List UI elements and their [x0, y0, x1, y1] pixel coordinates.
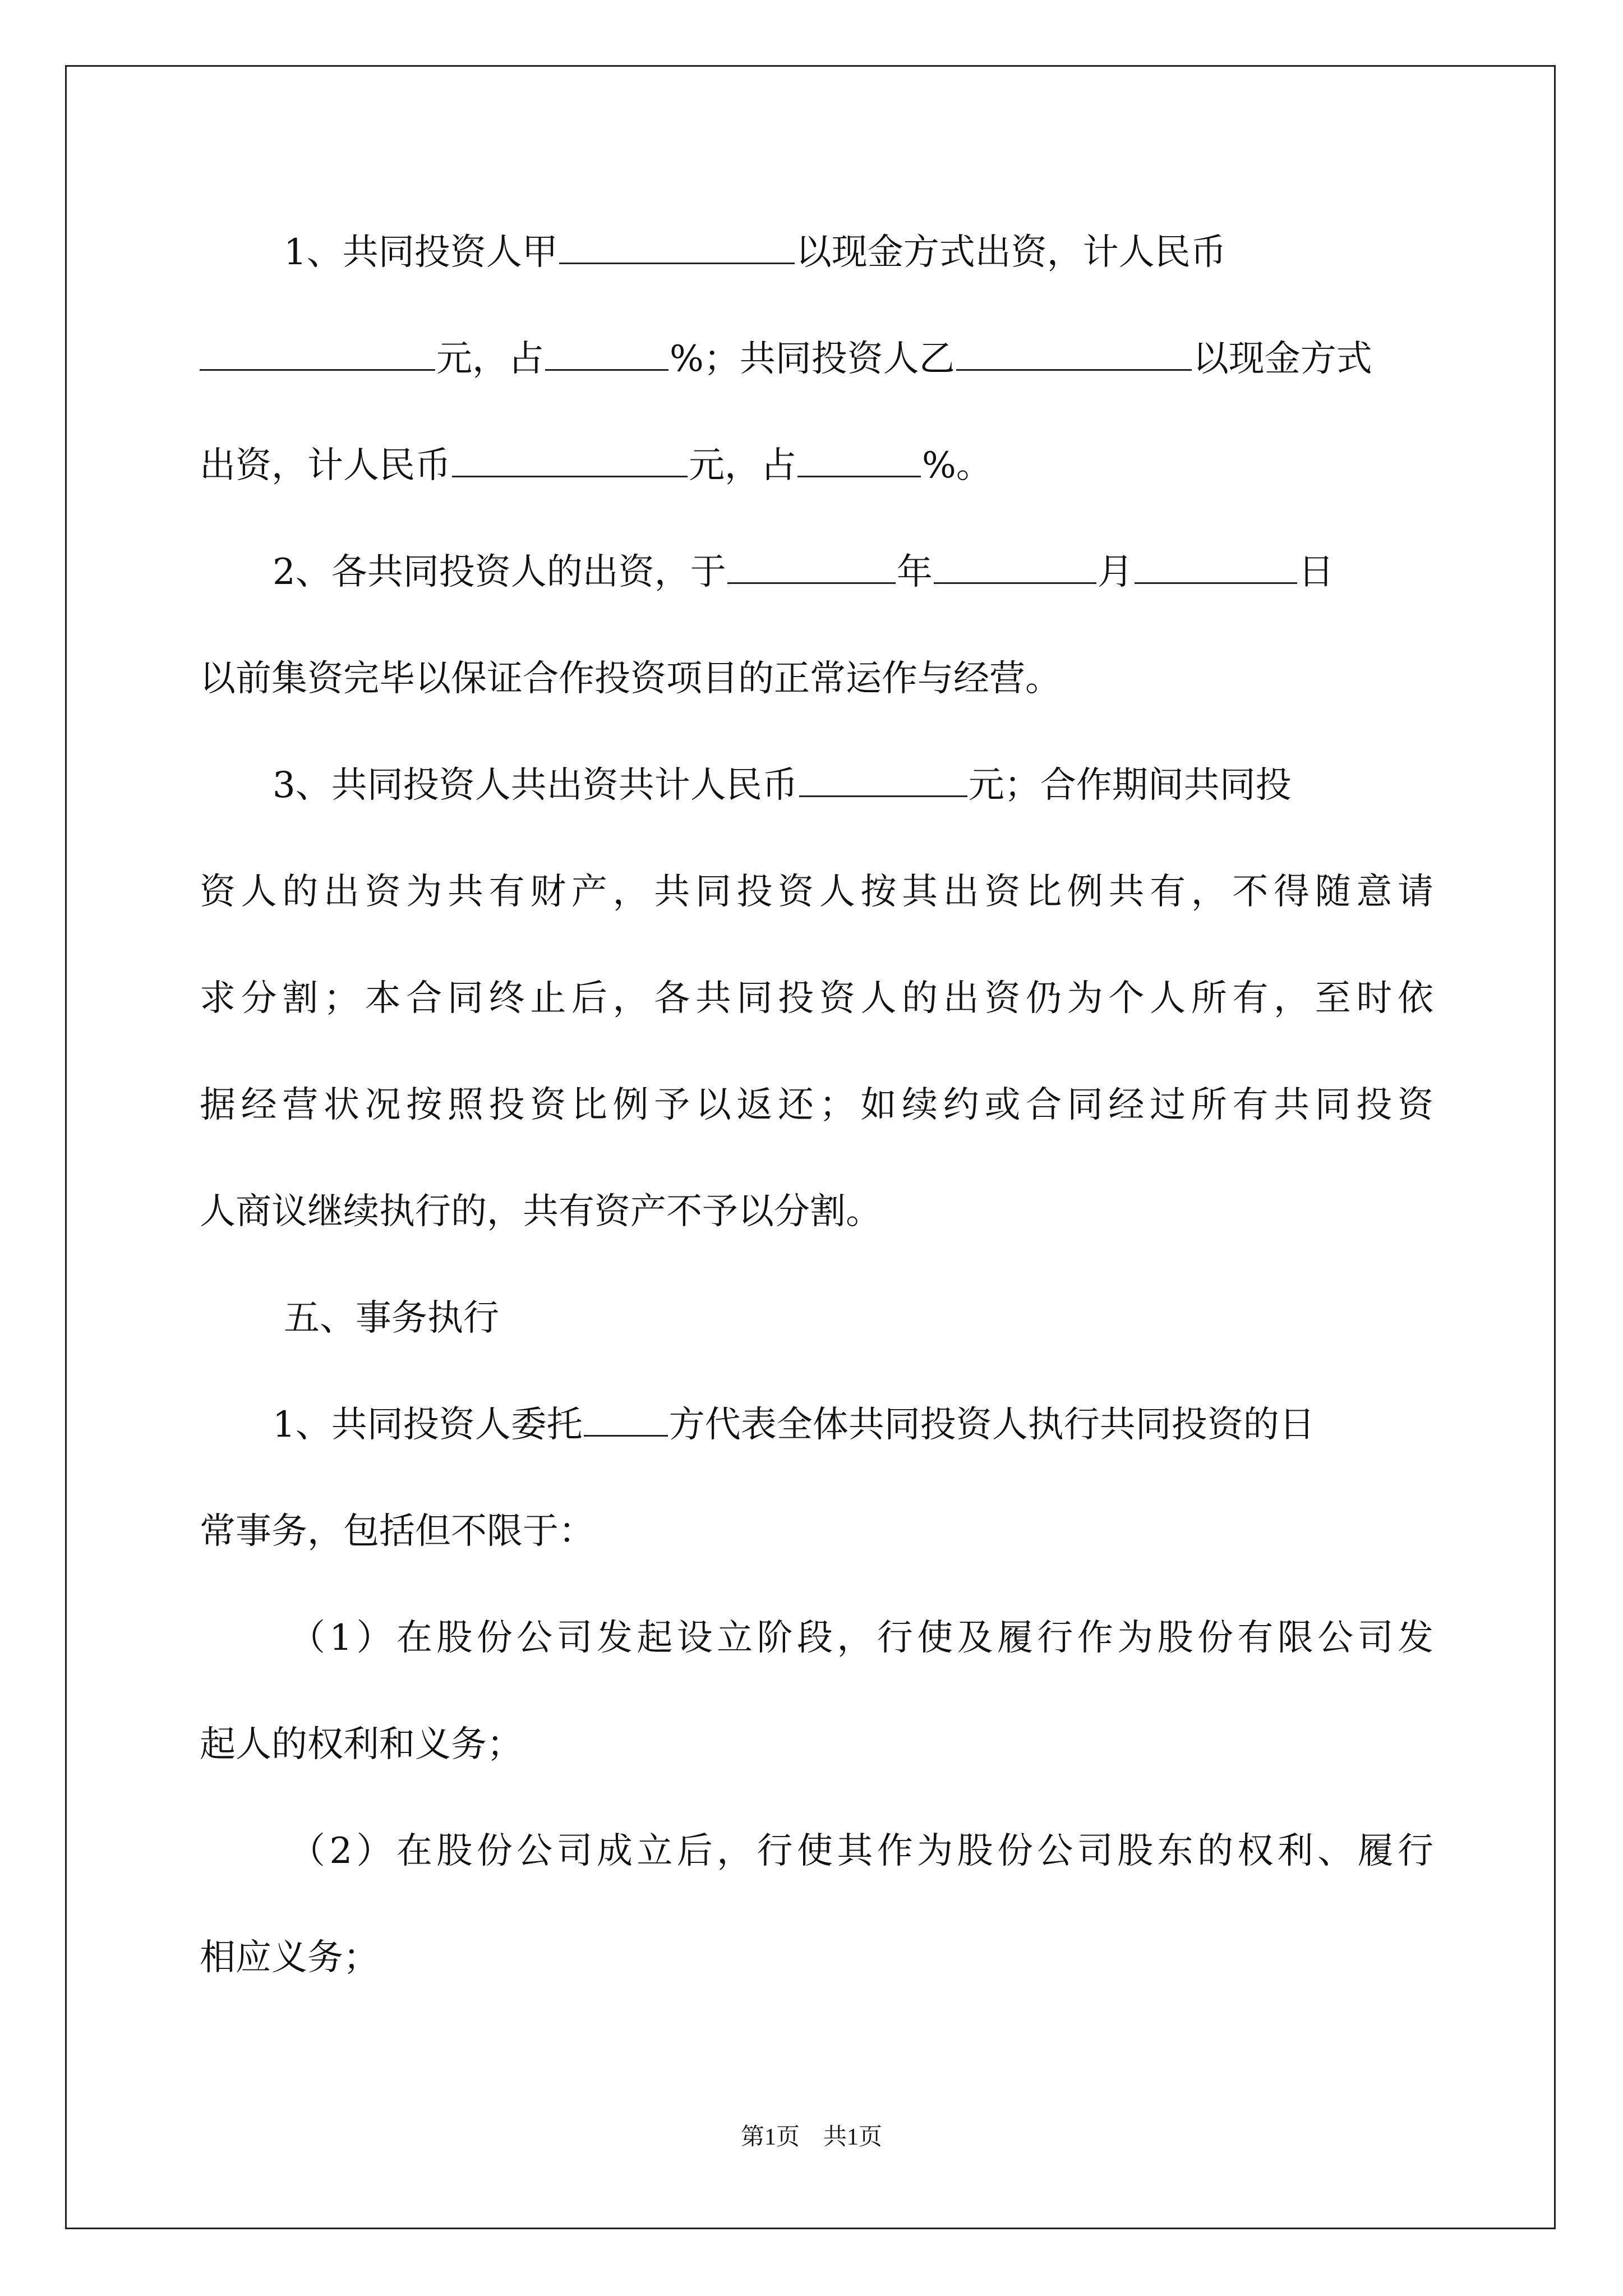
- text-segment: 人商议继续执行的，共有资产不予以分割。: [200, 1191, 882, 1232]
- fill-blank-percent-b: [797, 441, 921, 477]
- page-footer: [0, 2120, 1623, 2154]
- fill-blank-total-amount: [799, 761, 967, 797]
- paragraph-3-line-2: [200, 861, 1433, 923]
- fill-blank-month: [934, 547, 1096, 584]
- text-segment: 1、共同投资人委托: [273, 1404, 583, 1446]
- text-segment: 出资，计人民币: [200, 445, 451, 486]
- text-segment: 日: [1298, 551, 1334, 593]
- text-segment: （1）在股份公司发起设立阶段，行使及履行作为股份有限公司发: [289, 1617, 1433, 1659]
- paragraph-3-line-3: [200, 968, 1433, 1029]
- paragraph-1-line-1: [200, 222, 1433, 283]
- text-segment: 相应义务；: [200, 1937, 379, 1978]
- paragraph-5-line-2: [200, 1501, 1433, 1562]
- paragraph-3-line-4: [200, 1074, 1433, 1136]
- text-segment: 以现金方式出资，计人民币: [795, 232, 1227, 273]
- fill-blank-amount-b: [452, 441, 688, 477]
- paragraph-7-line-1: [200, 1820, 1433, 1882]
- paragraph-3-line-1: [200, 754, 1433, 816]
- text-segment: 以现金方式: [1192, 338, 1372, 380]
- text-segment: 元，占: [689, 445, 796, 486]
- text-segment: 五、事务执行: [284, 1297, 499, 1339]
- fill-blank-day: [1135, 547, 1297, 584]
- paragraph-2-line-1: [200, 541, 1433, 603]
- text-segment: 以前集资完毕以保证合作投资项目的正常运作与经营。: [200, 658, 1061, 700]
- text-segment: 起人的权利和义务；: [200, 1724, 523, 1765]
- fill-blank-investor-b: [956, 334, 1192, 371]
- fill-blank-investor-a: [559, 228, 795, 264]
- text-segment: 常事务，包括但不限于：: [200, 1511, 594, 1552]
- paragraph-6-line-1: [200, 1607, 1433, 1669]
- text-segment: （2）在股份公司成立后，行使其作为股份公司股东的权利、履行: [289, 1830, 1433, 1872]
- text-segment: %。: [922, 445, 992, 486]
- text-segment: 年: [896, 551, 933, 593]
- fill-blank-amount-a: [200, 334, 435, 371]
- text-segment: 方代表全体共同投资人执行共同投资的日: [668, 1404, 1315, 1446]
- paragraph-1-line-2: [200, 328, 1433, 390]
- text-segment: 月: [1097, 551, 1133, 593]
- text-segment: 1、共同投资人甲: [284, 232, 558, 273]
- paragraph-1-line-3: [200, 435, 1433, 496]
- paragraph-2-line-2: [200, 648, 1433, 710]
- fill-blank-year: [727, 547, 896, 584]
- paragraph-5-line-1: [200, 1394, 1433, 1456]
- text-segment: 据经营状况按照投资比例予以返还；如续约或合同经过所有共同投资: [200, 1084, 1433, 1126]
- text-segment: 3、共同投资人共出资共计人民币: [273, 765, 798, 806]
- fill-blank-delegate: [584, 1400, 668, 1437]
- text-segment: 元，占: [436, 338, 544, 380]
- section-heading-affairs: [200, 1287, 1433, 1349]
- paragraph-6-line-2: [200, 1714, 1433, 1775]
- paragraph-7-line-2: [200, 1927, 1433, 1989]
- fill-blank-percent-a: [545, 334, 668, 371]
- text-segment: 求分割；本合同终止后，各共同投资人的出资仍为个人所有，至时依: [200, 978, 1433, 1019]
- text-segment: 资人的出资为共有财产，共同投资人按其出资比例共有，不得随意请: [200, 871, 1433, 913]
- paragraph-3-line-5: [200, 1181, 1433, 1243]
- text-segment: 2、各共同投资人的出资，于: [273, 551, 726, 593]
- page-number-label: 第1页 共1页: [740, 2124, 882, 2150]
- text-segment: 元；合作期间共同投: [968, 765, 1292, 806]
- text-segment: %；共同投资人乙: [670, 338, 955, 380]
